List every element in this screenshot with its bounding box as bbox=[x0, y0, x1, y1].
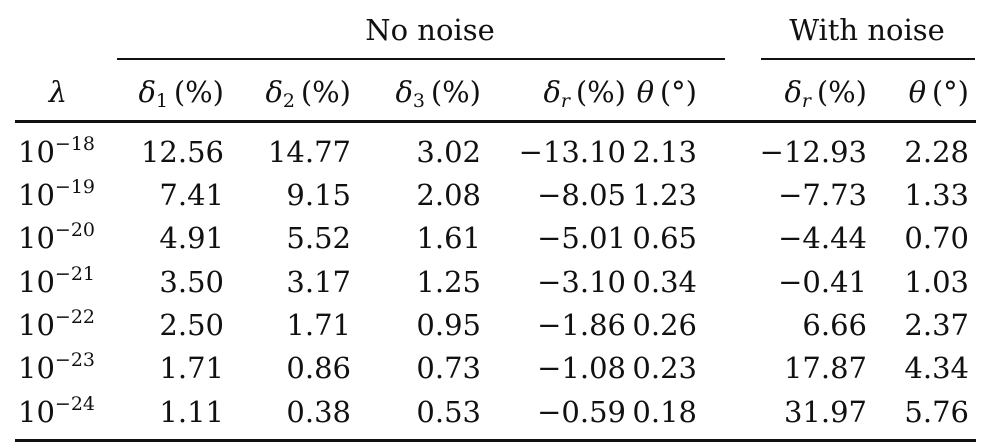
table-cell: 1.25 bbox=[416, 265, 481, 299]
column-unit: (%) bbox=[430, 75, 481, 109]
column-symbol: δ bbox=[265, 75, 283, 109]
lambda-base: 10 bbox=[18, 308, 55, 342]
table-cell: 1.71 bbox=[159, 351, 224, 385]
bottom-rule bbox=[15, 439, 976, 442]
table-cell: 5.76 bbox=[904, 395, 969, 429]
column-unit: (%) bbox=[173, 75, 224, 109]
table-cell: −1.86 bbox=[537, 308, 626, 342]
group-rule-no-noise bbox=[117, 58, 725, 60]
table-cell: 0.53 bbox=[416, 395, 481, 429]
table-cell: 4.91 bbox=[159, 221, 224, 255]
column-unit: (%) bbox=[300, 75, 351, 109]
column-header bbox=[908, 75, 969, 109]
table-cell: 0.86 bbox=[286, 351, 351, 385]
column-unit: (°) bbox=[659, 75, 697, 109]
column-symbol: δ bbox=[784, 75, 802, 109]
table-cell: 1.11 bbox=[159, 395, 224, 429]
table-cell: −5.01 bbox=[537, 221, 626, 255]
column-header bbox=[636, 75, 697, 109]
column-symbol: δ bbox=[138, 75, 156, 109]
column-subscript: 2 bbox=[282, 90, 296, 112]
column-header bbox=[395, 75, 481, 112]
table-cell: 1.71 bbox=[286, 308, 351, 342]
header-rule bbox=[15, 120, 976, 123]
table-cell: 0.26 bbox=[632, 308, 697, 342]
column-symbol: δ bbox=[395, 75, 413, 109]
column-unit: (%) bbox=[575, 75, 626, 109]
lambda-base: 10 bbox=[18, 351, 55, 385]
lambda-cell bbox=[18, 219, 96, 255]
table-cell: 4.34 bbox=[904, 351, 969, 385]
table-cell: 2.08 bbox=[416, 178, 481, 212]
lambda-exponent: −24 bbox=[54, 393, 96, 415]
table-cell: −1.08 bbox=[537, 351, 626, 385]
table-cell: 1.03 bbox=[904, 265, 969, 299]
table-cell: −7.73 bbox=[778, 178, 867, 212]
column-header bbox=[138, 75, 224, 112]
group-header-no-noise: No noise bbox=[365, 13, 495, 47]
column-header bbox=[38, 75, 78, 109]
lambda-cell bbox=[18, 263, 96, 299]
table-cell: −0.59 bbox=[537, 395, 626, 429]
column-symbol: θ bbox=[636, 75, 655, 109]
lambda-cell bbox=[18, 306, 96, 342]
lambda-exponent: −20 bbox=[54, 219, 96, 241]
lambda-cell bbox=[18, 393, 96, 429]
column-subscript: r bbox=[801, 90, 812, 112]
table-cell: 0.38 bbox=[286, 395, 351, 429]
lambda-exponent: −19 bbox=[54, 176, 96, 198]
table-cell: 0.34 bbox=[632, 265, 697, 299]
lambda-exponent: −23 bbox=[54, 349, 96, 371]
column-header bbox=[543, 75, 626, 112]
lambda-cell bbox=[18, 349, 96, 385]
table-cell: 3.02 bbox=[416, 135, 481, 169]
lambda-base: 10 bbox=[18, 135, 55, 169]
table-cell: −3.10 bbox=[537, 265, 626, 299]
table-cell: 0.65 bbox=[632, 221, 697, 255]
table-cell: 3.17 bbox=[286, 265, 351, 299]
lambda-exponent: −18 bbox=[54, 133, 96, 155]
table-cell: 0.73 bbox=[416, 351, 481, 385]
table-cell: −13.10 bbox=[518, 135, 626, 169]
column-subscript: 3 bbox=[412, 90, 426, 112]
table-cell: 2.50 bbox=[159, 308, 224, 342]
table-cell: 3.50 bbox=[159, 265, 224, 299]
table-cell: 5.52 bbox=[286, 221, 351, 255]
table-cell: 2.37 bbox=[904, 308, 969, 342]
lambda-base: 10 bbox=[18, 178, 55, 212]
table-cell: 0.95 bbox=[416, 308, 481, 342]
column-symbol: θ bbox=[908, 75, 927, 109]
column-unit: (°) bbox=[931, 75, 969, 109]
lambda-base: 10 bbox=[18, 395, 55, 429]
table-cell: 9.15 bbox=[286, 178, 351, 212]
table-cell: 17.87 bbox=[783, 351, 867, 385]
table-cell: 0.23 bbox=[632, 351, 697, 385]
column-header bbox=[784, 75, 867, 112]
lambda-cell bbox=[18, 133, 96, 169]
group-rule-with-noise bbox=[761, 58, 975, 60]
column-subscript: r bbox=[560, 90, 571, 112]
table-cell: 2.28 bbox=[904, 135, 969, 169]
table-cell: 2.13 bbox=[632, 135, 697, 169]
table-cell: −8.05 bbox=[537, 178, 626, 212]
lambda-base: 10 bbox=[18, 221, 55, 255]
lambda-exponent: −21 bbox=[54, 263, 96, 285]
table-cell: 1.33 bbox=[904, 178, 969, 212]
table-cell: 14.77 bbox=[267, 135, 351, 169]
column-header bbox=[265, 75, 351, 112]
column-unit: (%) bbox=[816, 75, 867, 109]
table-cell: −12.93 bbox=[759, 135, 867, 169]
table-cell: 0.18 bbox=[632, 395, 697, 429]
table-cell: 1.23 bbox=[632, 178, 697, 212]
table-cell: −4.44 bbox=[778, 221, 867, 255]
table-cell: 12.56 bbox=[140, 135, 224, 169]
table-cell: 1.61 bbox=[416, 221, 481, 255]
column-symbol: λ bbox=[48, 75, 68, 109]
table-cell: 7.41 bbox=[159, 178, 224, 212]
lambda-exponent: −22 bbox=[54, 306, 96, 328]
column-subscript: 1 bbox=[155, 90, 169, 112]
table-cell: 6.66 bbox=[802, 308, 867, 342]
table-cell: 0.70 bbox=[904, 221, 969, 255]
group-header-with-noise: With noise bbox=[789, 13, 945, 47]
lambda-base: 10 bbox=[18, 265, 55, 299]
lambda-cell bbox=[18, 176, 96, 212]
table-cell: −0.41 bbox=[778, 265, 867, 299]
table-cell: 31.97 bbox=[783, 395, 867, 429]
column-symbol: δ bbox=[543, 75, 561, 109]
